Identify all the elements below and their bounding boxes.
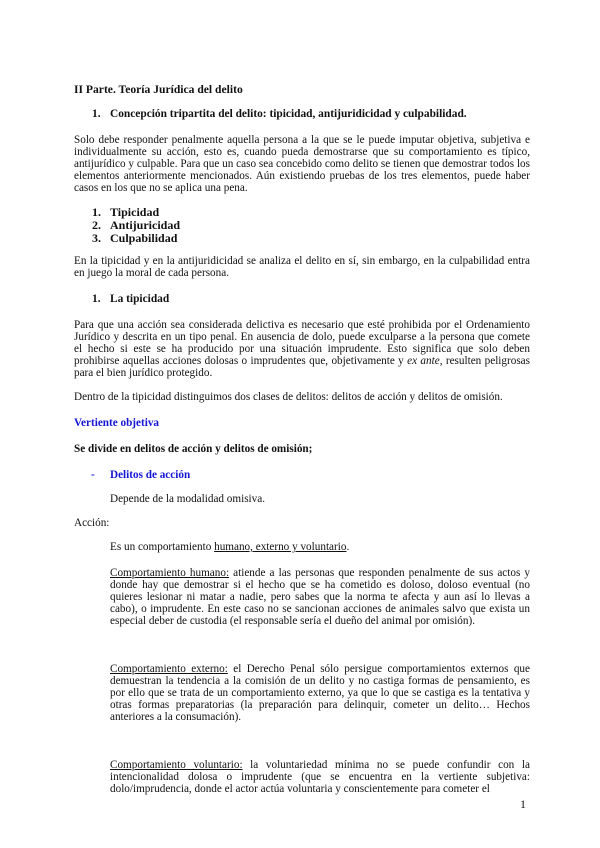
tipicidad-paragraph [74,319,530,379]
paragraph-text: . [346,541,350,553]
term-humano: Comportamiento humano: [110,567,230,579]
list-item-label: Antijuricidad [110,218,181,232]
list-item-number: 1. [92,205,101,219]
italic-term: ex ante, [407,355,443,367]
se-divide-heading: Se divide en delitos de acción y delitos de omisión; [74,443,313,455]
paragraph-text: la voluntariedad mínima no se puede confundir con la intencionalidad dolosa o imprudente (que se encuentra en la vertiente subjetiva: dolo/imprudencia, donde el actor actúa voluntaria y conscientemente para cometer el [110,759,530,795]
list-item-label: Tipicidad [110,205,160,219]
list-item [92,232,530,245]
paragraph-text: resulten peligrosas para el bien jurídico protegido. [74,355,530,379]
intro-paragraph: Solo debe responder penalmente aquella persona a la que se le puede imputar objetiva, subjetiva e individualmente su acción, esto es, cuando pueda demostrarse que su comportamiento es típico, antijurídico y culpable. Para que un caso sea concebido como delito se tienen que demostrar todos los elementos anteriormente mencionados. Aún existiendo pruebas de los tres elementos, puede haber casos en los que no se aplica una pena. [74,134,530,194]
section-title: Concepción tripartita del delito: tipicidad, antijuridicidad y culpabilidad. [110,108,467,120]
section-number: 1. [92,108,101,120]
part-title: II Parte. Teoría Jurídica del delito [74,83,243,96]
page-number: 1 [520,797,526,811]
comportamiento-voluntario-paragraph [110,759,530,795]
term-externo: Comportamiento externo: [110,663,228,675]
section-heading-tipicidad [92,293,530,305]
paragraph-text: el Derecho Penal sólo persigue comportamientos externos que demuestran la tendencia a la comisión de un delito y no castiga formas de pensamiento, es por ello que se trata de un comportamiento externo, ya que lo que se castiga es la tentativa y otras formas preparatorias (la preparación para delinquir, cometer un delito… Hechos anteriores a la consumación). [110,663,530,723]
clases-paragraph: Dentro de la tipicidad distinguimos dos clases de delitos: delitos de acción y delitos de omisión. [74,391,503,403]
elements-list [92,206,530,245]
term-voluntario: Comportamiento voluntario: [110,759,243,771]
underlined-terms: humano, externo y voluntario [214,541,347,553]
paragraph-text: atiende a las personas que responden penalmente de sus actos y donde hay que demostrar si el hecho que se ha cometido es doloso, doloso eventual (no quieres lesionar ni matar a nadie, pero sabes que la norma te afecta y aun así lo llevas a cabo), o imprudente. En este caso no se sancionan acciones de animales salvo que exista un especial deber de custodia (el responsable sería el dueño del animal por omisión). [110,567,530,627]
delitos-accion-item [91,469,530,481]
vertiente-objetiva-heading: Vertiente objetiva [74,417,160,429]
list-item-label: Culpabilidad [110,231,178,245]
section-number: 1. [92,293,101,305]
section-title: La tipicidad [110,293,170,305]
comportamiento-externo-paragraph [110,663,530,723]
list-item-number: 2. [92,218,101,232]
delitos-accion-label: Delitos de acción [110,469,191,481]
elements-paragraph: En la tipicidad y en la antijuridicidad se analiza el delito en sí, sin embargo, en la culpabilidad entra en juego la moral de cada persona. [74,255,530,279]
page-content [74,84,530,795]
depende-text: Depende de la modalidad omisiva. [110,493,266,505]
accion-label: Acción: [74,517,110,529]
comportamiento-intro [110,541,530,553]
paragraph-text: Para que una acción sea considerada delictiva es necesario que esté prohibida por el Ordenamiento Jurídico y descrita en un tipo penal. En ausencia de dolo, puede exculparse a la persona que comete el hecho si este se ha producido por una situación imprudente. Esto significa que solo deben prohibirse aquellas acciones dolosas o imprudentes que, objetivamente y [74,319,530,367]
paragraph-text: Es un comportamiento [110,541,215,553]
list-item-number: 3. [92,231,101,245]
comportamiento-humano-paragraph [110,567,530,627]
section-heading-concepcion [92,108,530,120]
dash-marker: - [91,469,95,481]
